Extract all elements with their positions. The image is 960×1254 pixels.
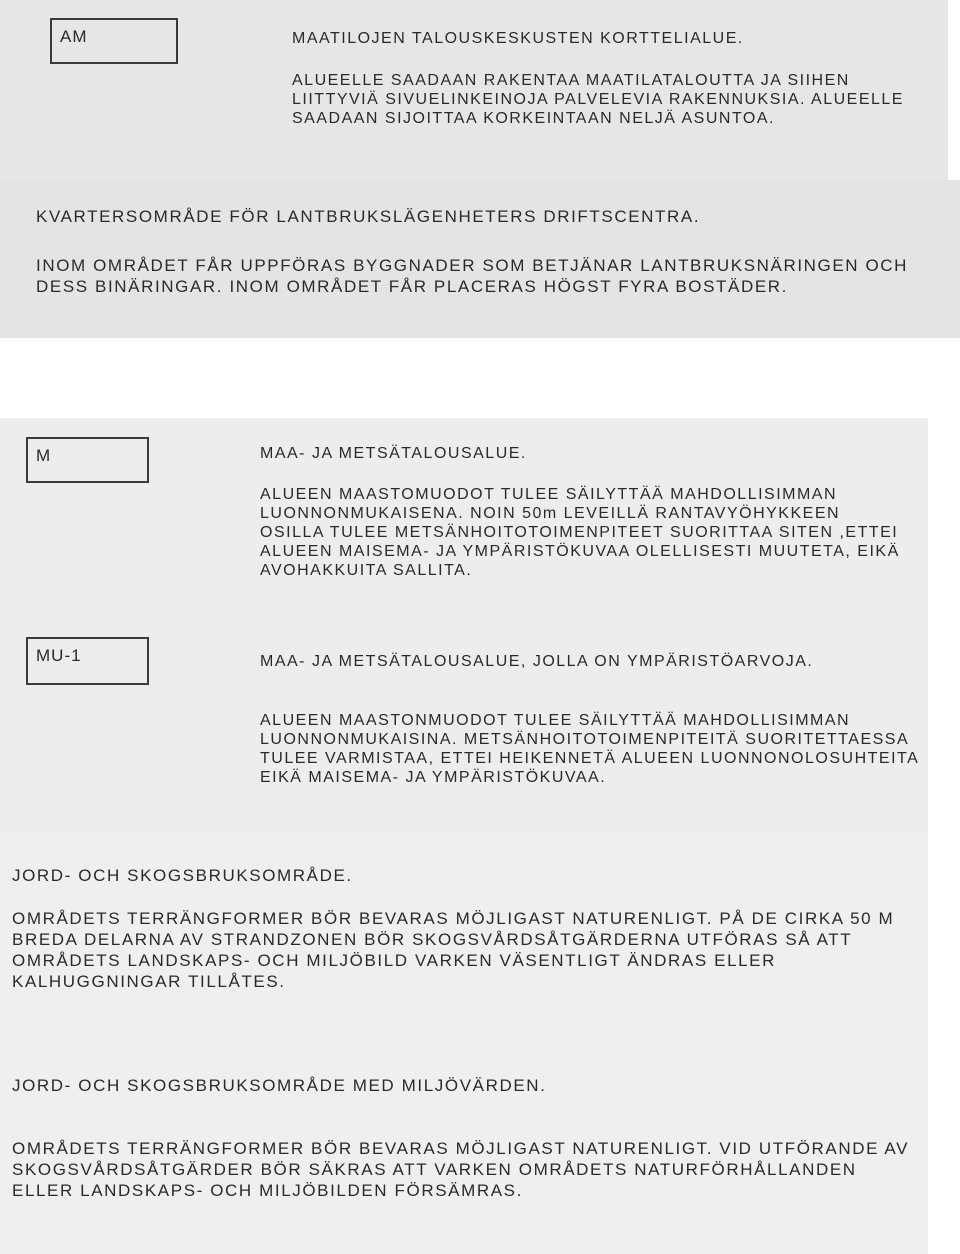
m-swedish-body: OMRÅDETS TERRÄNGFORMER BÖR BEVARAS MÖJLIGAST NATURENLIGT. PÅ DE CIRKA 50 M BREDA DELARNA AV STRANDZONEN BÖR SKOGSVÅRDSÅTGÄRDERNA UTFÖRAS SÅ ATT OMRÅDETS LANDSKAPS- OCH MILJÖBILD VARKEN VÄSENTLIGT ÄNDRAS ELLER KALHUGGNINGAR TILLÅTES. xyxy=(12,909,895,991)
zone-code-am: AM xyxy=(50,18,178,64)
am-swedish-body: INOM OMRÅDET FÅR UPPFÖRAS BYGGNADER SOM BETJÄNAR LANTBRUKSNÄRINGEN OCH DESS BINÄRINGAR. INOM OMRÅDET FÅR PLACERAS HÖGST FYRA BOSTÄDER. xyxy=(36,256,909,296)
zone-code-m: M xyxy=(26,437,149,483)
m-swedish-title: JORD- OCH SKOGSBRUKSOMRÅDE. xyxy=(12,866,353,885)
am-body: ALUEELLE SAADAAN RAKENTAA MAATILATALOUTTA JA SIIHEN LIITTYVIÄ SIVUELINKEINOJA PALVELEVIA RAKENNUKSIA. ALUEELLE SAADAAN SIJOITTAA KORKEINTAAN NELJÄ ASUNTOA. xyxy=(292,72,904,127)
mu1-body: ALUEEN MAASTONMUODOT TULEE SÄILYTTÄÄ MAHDOLLISIMMAN LUONNONMUKAISINA. METSÄNHOITOTOIMENPITEITÄ SUORITETTAESSA TULEE VARMISTAA, ETTEI HEIKENNETÄ ALUEEN LUONNONOLOSUHTEITA EIKÄ MAISEMA- JA YMPÄRISTÖKUVAA. xyxy=(260,712,919,786)
mu1-swedish-title: JORD- OCH SKOGSBRUKSOMRÅDE MED MILJÖVÄRDEN. xyxy=(12,1076,547,1095)
m-body: ALUEEN MAASTOMUODOT TULEE SÄILYTTÄÄ MAHDOLLISIMMAN LUONNONMUKAISENA. NOIN 50m LEVEILLÄ RANTAVYÖHYKKEEN OSILLA TULEE METSÄNHOITOTOIMENPITEET SUORITTAA SITEN ,ETTEI ALUEEN MAISEMA- JA YMPÄRISTÖKUVAA OLELLISESTI MUUTETA, EIKÄ AVOHAKKUITA SALLITA. xyxy=(260,486,900,579)
mu1-title: MAA- JA METSÄTALOUSALUE, JOLLA ON YMPÄRISTÖARVOJA. xyxy=(260,653,814,670)
am-swedish-title: KVARTERSOMRÅDE FÖR LANTBRUKSLÄGENHETERS DRIFTSCENTRA. xyxy=(36,207,701,226)
am-title: MAATILOJEN TALOUSKESKUSTEN KORTTELIALUE. xyxy=(292,30,744,47)
mu1-swedish-body: OMRÅDETS TERRÄNGFORMER BÖR BEVARAS MÖJLIGAST NATURENLIGT. VID UTFÖRANDE AV SKOGSVÅRDSÅTGÄRDER BÖR SÄKRAS ATT VARKEN OMRÅDETS NATURFÖRHÅLLANDEN ELLER LANDSKAPS- OCH MILJÖBILDEN FÖRSÄMRAS. xyxy=(12,1139,910,1200)
zone-code-mu1: MU-1 xyxy=(26,637,149,685)
m-title: MAA- JA METSÄTALOUSALUE. xyxy=(260,445,527,462)
